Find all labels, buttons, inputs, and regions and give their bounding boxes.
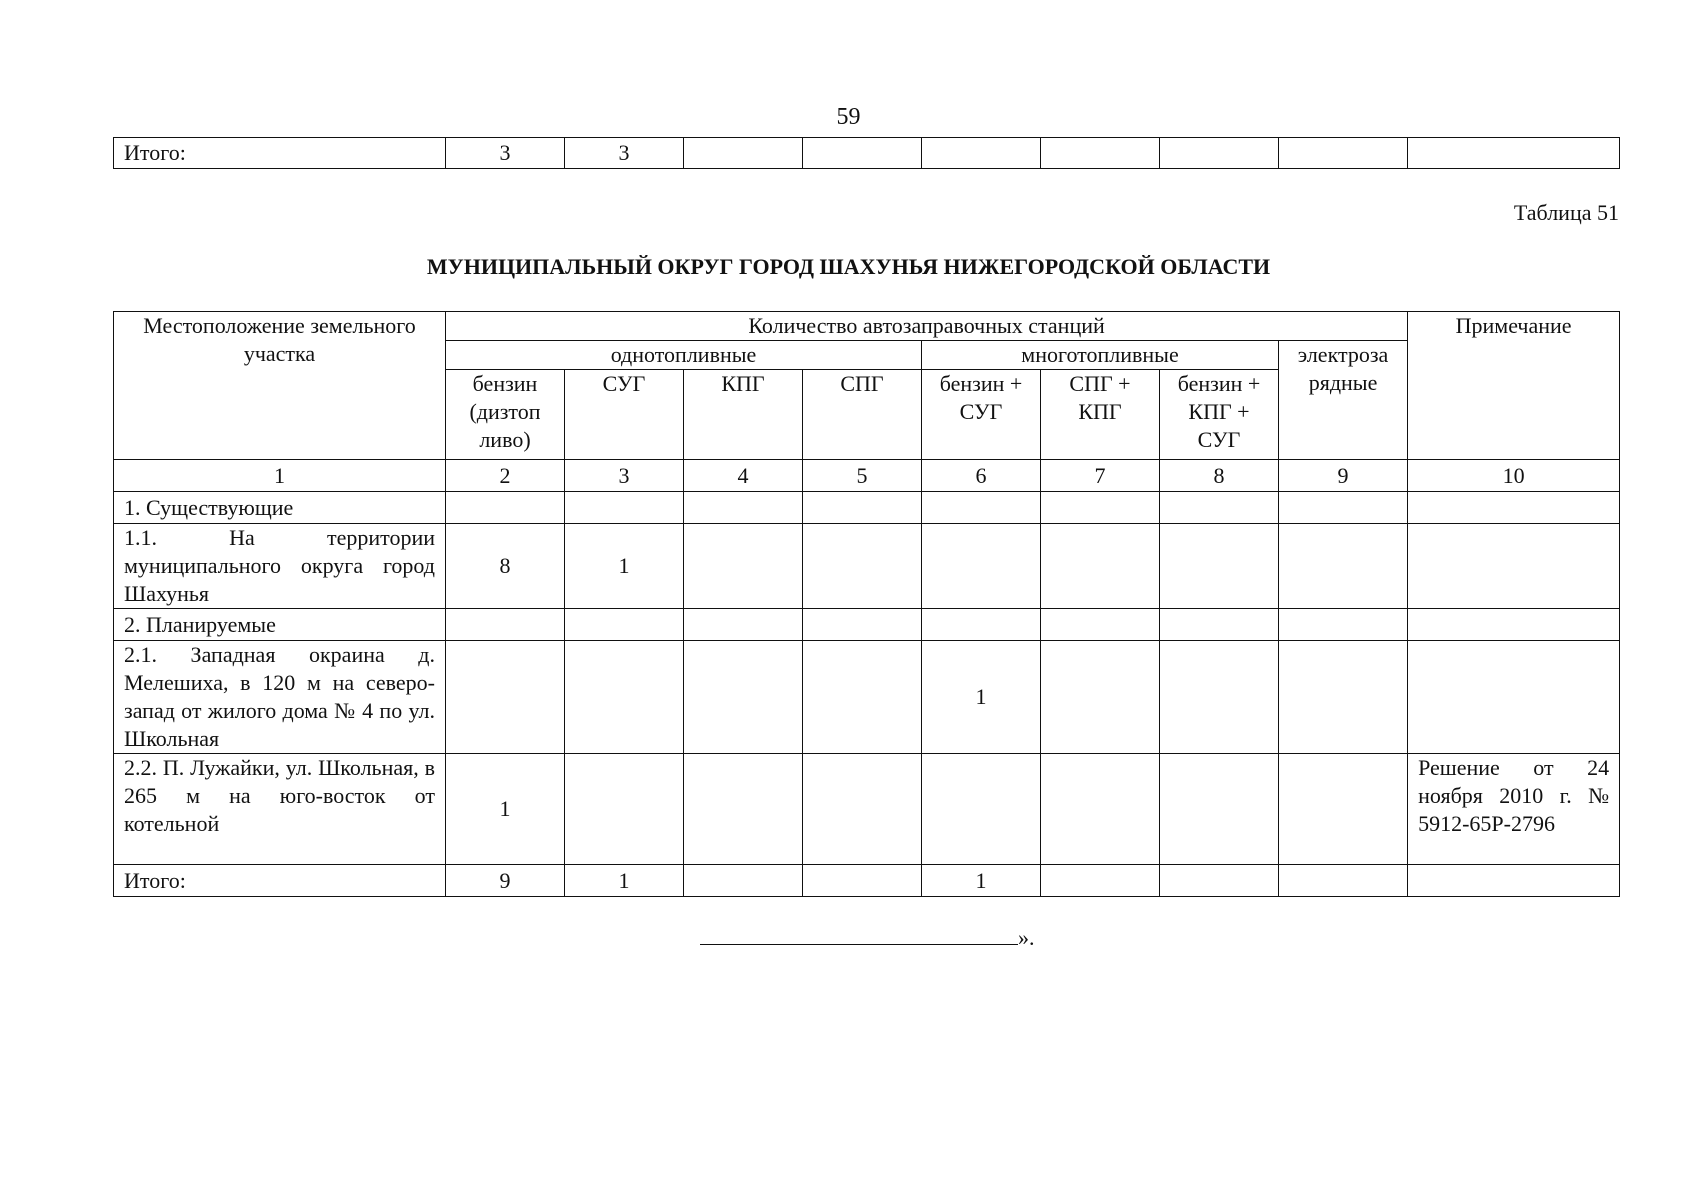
table-cell xyxy=(446,492,565,524)
table-row xyxy=(114,754,1620,865)
signature-rule xyxy=(700,928,1018,945)
table-cell xyxy=(684,492,803,524)
table-cell: 1 xyxy=(565,524,684,609)
table-cell xyxy=(1279,609,1408,641)
table-cell xyxy=(565,609,684,641)
table-title: МУНИЦИПАЛЬНЫЙ ОКРУГ ГОРОД ШАХУНЬЯ НИЖЕГОРОДСКОЙ ОБЛАСТИ xyxy=(426,254,1271,279)
total-label: Итого: xyxy=(114,865,446,897)
row-label: 2.2. П. Лужайки, ул. Школьная, в 265 м на юго-восток от котельной xyxy=(114,754,446,865)
table-cell: 8 xyxy=(446,524,565,609)
total-cell xyxy=(1041,865,1160,897)
row-note: Решение от 24 ноября 2010 г. № 5912-65Р-2796 xyxy=(1408,754,1620,865)
table-cell xyxy=(1041,641,1160,754)
previous-total-cell xyxy=(922,138,1041,169)
column-number: 1 xyxy=(114,460,446,492)
header-station-count: Количество автозаправочных станций xyxy=(446,312,1408,341)
table-cell xyxy=(684,754,803,865)
closing-quote: ». xyxy=(1018,925,1035,950)
table-cell: 1 xyxy=(922,641,1041,754)
total-cell: 1 xyxy=(565,865,684,897)
header-column: бензин + КПГ + СУГ xyxy=(1160,370,1279,460)
column-number: 9 xyxy=(1279,460,1408,492)
header-column: бензин (дизтоп ливо) xyxy=(446,370,565,460)
table-cell xyxy=(1160,524,1279,609)
table-cell: 1 xyxy=(446,754,565,865)
previous-total-cell: 3 xyxy=(565,138,684,169)
row-label: 2. Планируемые xyxy=(114,609,446,641)
column-number: 3 xyxy=(565,460,684,492)
row-label: 1. Существующие xyxy=(114,492,446,524)
gas-stations-table xyxy=(113,311,1620,897)
column-number: 7 xyxy=(1041,460,1160,492)
table-cell xyxy=(1041,524,1160,609)
header-single-fuel: однотопливные xyxy=(446,341,922,370)
table-label: Таблица 51 xyxy=(1513,200,1619,225)
table-cell xyxy=(922,754,1041,865)
total-cell xyxy=(1160,865,1279,897)
table-cell xyxy=(1160,609,1279,641)
header-column: СУГ xyxy=(565,370,684,460)
table-cell xyxy=(1408,641,1620,754)
previous-total-cell xyxy=(684,138,803,169)
previous-total-cell: 3 xyxy=(446,138,565,169)
previous-total-cell xyxy=(1279,138,1408,169)
header-row-1 xyxy=(114,312,1620,341)
table-cell xyxy=(922,609,1041,641)
previous-total-row xyxy=(114,138,1620,169)
table-cell xyxy=(1160,492,1279,524)
page-number: 59 xyxy=(836,104,861,130)
column-number: 10 xyxy=(1408,460,1620,492)
table-cell xyxy=(1408,524,1620,609)
table-cell xyxy=(684,641,803,754)
row-label: 1.1. На территории муниципального округа город Шахунья xyxy=(114,524,446,609)
table-cell xyxy=(446,641,565,754)
row-label: 2.1. Западная окраина д. Мелешиха, в 120 м на северо-запад от жилого дома № 4 по ул. Школьная xyxy=(114,641,446,754)
column-number: 8 xyxy=(1160,460,1279,492)
table-cell xyxy=(1041,609,1160,641)
table-cell xyxy=(1279,641,1408,754)
header-note: Примечание xyxy=(1408,312,1620,460)
table-cell xyxy=(446,609,565,641)
table-cell xyxy=(803,492,922,524)
table-cell xyxy=(1041,492,1160,524)
table-row xyxy=(114,492,1620,524)
table-cell xyxy=(1408,609,1620,641)
header-multi-fuel: многотопливные xyxy=(922,341,1279,370)
total-cell xyxy=(1408,865,1620,897)
previous-total-cell xyxy=(1160,138,1279,169)
table-cell xyxy=(1279,492,1408,524)
header-column: КПГ xyxy=(684,370,803,460)
header-electric: электроза рядные xyxy=(1279,341,1408,460)
table-row xyxy=(114,524,1620,609)
previous-total-label: Итого: xyxy=(114,138,446,169)
total-cell: 1 xyxy=(922,865,1041,897)
table-cell xyxy=(1408,492,1620,524)
table-cell xyxy=(565,641,684,754)
table-row xyxy=(114,641,1620,754)
column-number: 2 xyxy=(446,460,565,492)
table-cell xyxy=(1279,754,1408,865)
total-cell xyxy=(803,865,922,897)
previous-table-total xyxy=(113,137,1620,169)
table-cell xyxy=(803,754,922,865)
total-cell xyxy=(1279,865,1408,897)
table-cell xyxy=(803,641,922,754)
closing-line xyxy=(700,925,1035,951)
total-cell xyxy=(684,865,803,897)
column-number: 6 xyxy=(922,460,1041,492)
column-number: 4 xyxy=(684,460,803,492)
table-cell xyxy=(1041,754,1160,865)
header-column: бензин + СУГ xyxy=(922,370,1041,460)
table-cell xyxy=(922,524,1041,609)
previous-total-cell xyxy=(1041,138,1160,169)
header-column: СПГ + КПГ xyxy=(1041,370,1160,460)
table-cell xyxy=(565,754,684,865)
column-number: 5 xyxy=(803,460,922,492)
table-cell xyxy=(684,609,803,641)
column-numbers-row xyxy=(114,460,1620,492)
table-cell xyxy=(1279,524,1408,609)
total-cell: 9 xyxy=(446,865,565,897)
table-cell xyxy=(1160,754,1279,865)
header-column: СПГ xyxy=(803,370,922,460)
header-location: Местоположение земельного участка xyxy=(114,312,446,460)
table-cell xyxy=(1160,641,1279,754)
table-cell xyxy=(803,524,922,609)
table-row xyxy=(114,609,1620,641)
table-cell xyxy=(684,524,803,609)
table-cell xyxy=(922,492,1041,524)
previous-total-cell xyxy=(803,138,922,169)
previous-total-cell xyxy=(1408,138,1620,169)
total-row xyxy=(114,865,1620,897)
table-cell xyxy=(803,609,922,641)
table-cell xyxy=(565,492,684,524)
